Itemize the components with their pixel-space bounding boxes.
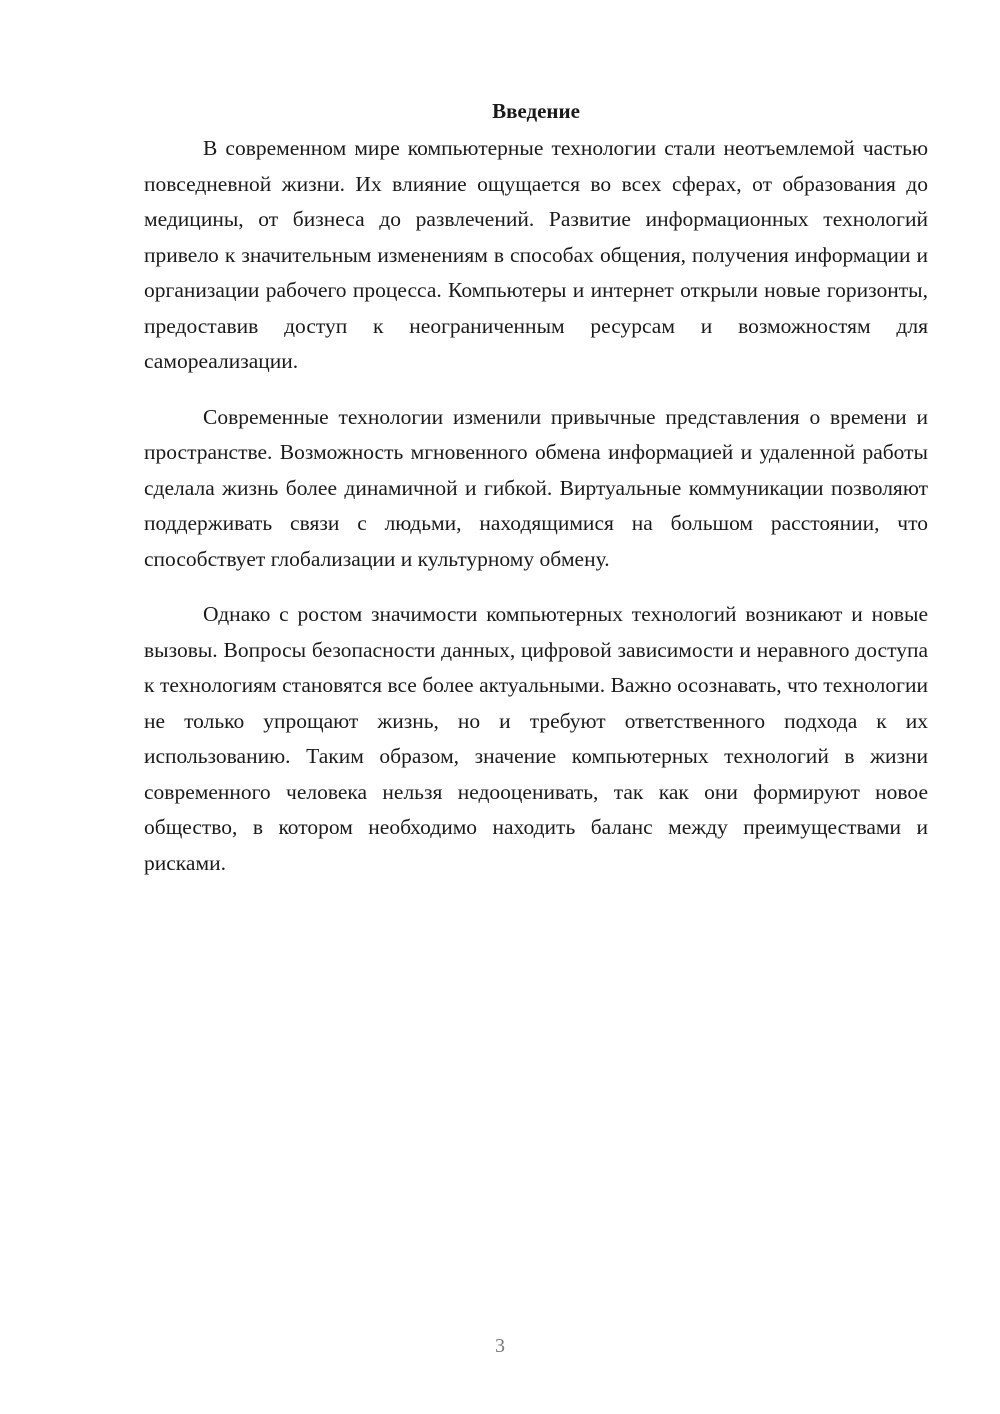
section-heading: Введение (492, 99, 580, 123)
paragraph-2: Современные технологии изменили привычные представления о времени и пространстве. Возможность мгновенного обмена информацией и удаленной работы сделала жизнь более динамичной и гибкой. Виртуальные коммуникации позволяют поддерживать связи с людьми, находящимися на большом расстоянии, что способствует глобализации и культурному обмену. (144, 404, 928, 571)
page-number: 3 (495, 1335, 505, 1357)
page-content (144, 96, 928, 901)
paragraph-3: Однако с ростом значимости компьютерных технологий возникают и новые вызовы. Вопросы безопасности данных, цифровой зависимости и неравного доступа к технологиям становятся все более актуальными. Важно осознавать, что технологии не только упрощают жизнь, но и требуют ответственного подхода к их использованию. Таким образом, значение компьютерных технологий в жизни современного человека нельзя недооценивать, так как они формируют новое общество, в котором необходимо находить баланс между преимуществами и рисками. (144, 602, 928, 875)
paragraph-1: В современном мире компьютерные технологии стали неотъемлемой частью повседневной жизни. Их влияние ощущается во всех сферах, от образования до медицины, от бизнеса до развлечений. Развитие информационных технологий привело к значительным изменениям в способах общения, получения информации и организации рабочего процесса. Компьютеры и интернет открыли новые горизонты, предоставив доступ к неограниченным ресурсам и возможностям для самореализации. (144, 136, 928, 373)
